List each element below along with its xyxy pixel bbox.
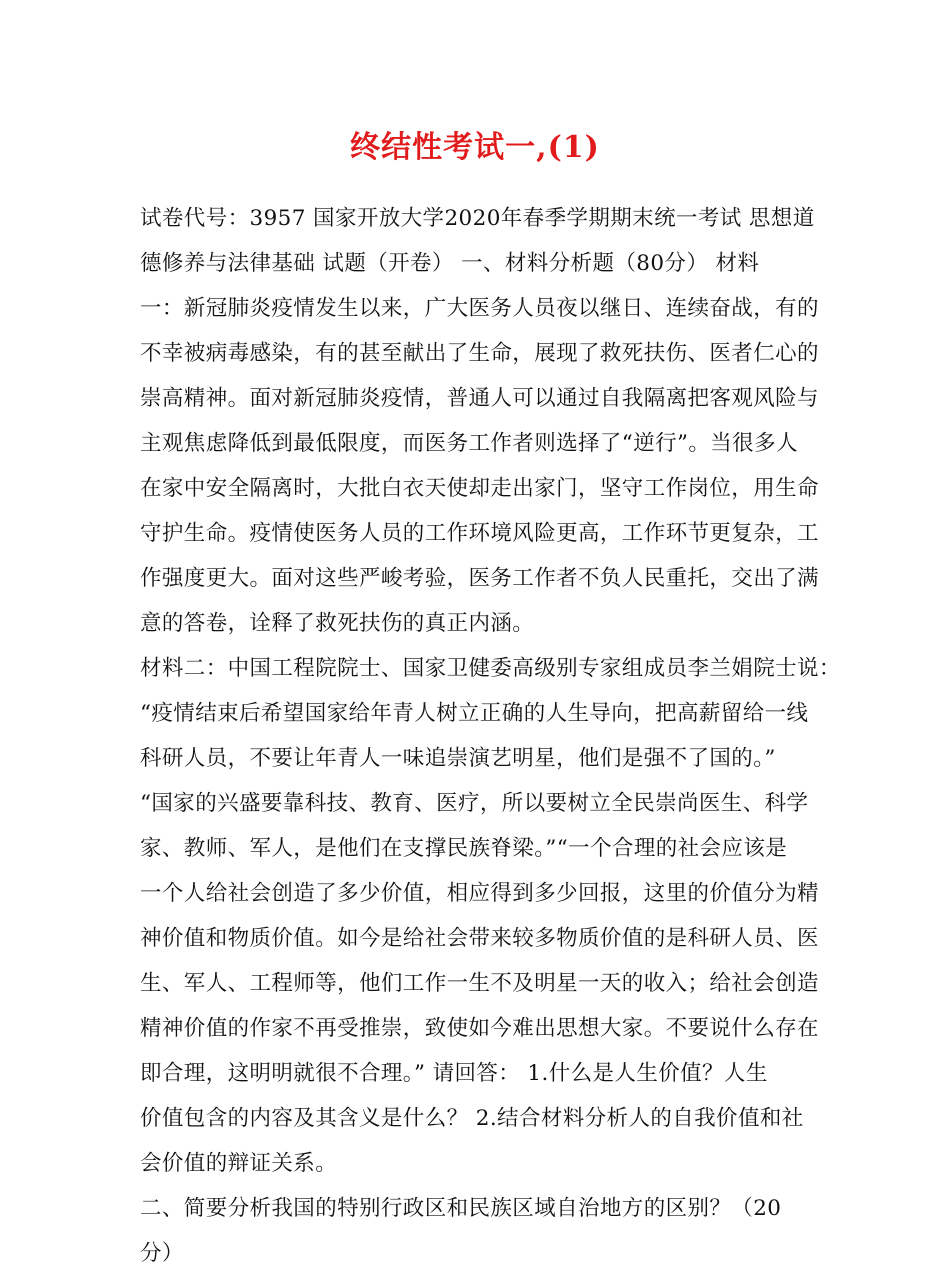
body-text-line: 意的答卷，诠释了救死扶伤的真正内涵。 <box>140 611 535 636</box>
body-text-line: 材料二：中国工程院院士、国家卫健委高级别专家组成员李兰娟院士说： <box>140 656 841 681</box>
body-text-line: 分） <box>140 1241 184 1266</box>
body-text-line: 守护生命。疫情使医务人员的工作环境风险更高，工作环节更复杂，工 <box>140 521 819 546</box>
body-text-line: 主观焦虑降低到最低限度，而医务工作者则选择了“逆行”。当很多人 <box>140 431 798 456</box>
body-text-line: 德修养与法律基础 试题（开卷） 一、材料分析题（80分） 材料 <box>140 251 760 276</box>
body-text-line: 精神价值的作家不再受推崇，致使如今难出思想大家。不要说什么存在 <box>140 1016 819 1041</box>
body-text-line: 会价值的辩证关系。 <box>140 1151 338 1176</box>
body-text-line: 神价值和物质价值。如今是给社会带来较多物质价值的是科研人员、医 <box>140 926 819 951</box>
body-text-line: 价值包含的内容及其含义是什么？ 2.结合材料分析人的自我价值和社 <box>140 1106 804 1131</box>
body-text-line: 生、军人、工程师等，他们工作一生不及明星一天的收入；给社会创造 <box>140 971 819 996</box>
body-text-line: 一个人给社会创造了多少价值，相应得到多少回报，这里的价值分为精 <box>140 881 819 906</box>
body-text-line: 在家中安全隔离时，大批白衣天使却走出家门，坚守工作岗位，用生命 <box>140 476 819 501</box>
body-text-line: 试卷代号：3957 国家开放大学2020年春季学期期末统一考试 思想道 <box>140 206 815 231</box>
body-text-line: 崇高精神。面对新冠肺炎疫情，普通人可以通过自我隔离把客观风险与 <box>140 386 819 411</box>
body-text-line: 家、教师、军人，是他们在支撑民族脊梁。”“一个合理的社会应该是 <box>140 836 788 861</box>
document-body <box>140 196 841 1276</box>
body-text-line: 一：新冠肺炎疫情发生以来，广大医务人员夜以继日、连续奋战，有的 <box>140 296 819 321</box>
body-text-line: 二、简要分析我国的特别行政区和民族区域自治地方的区别？（20 <box>140 1196 782 1221</box>
body-text-line: 即合理，这明明就很不合理。” 请回答： 1.什么是人生价值？人生 <box>140 1061 768 1086</box>
body-text-line: 作强度更大。面对这些严峻考验，医务工作者不负人民重托，交出了满 <box>140 566 819 591</box>
body-text-line: 不幸被病毒感染，有的甚至献出了生命，展现了救死扶伤、医者仁心的 <box>140 341 819 366</box>
document-title: 终结性考试一,(1) <box>350 130 600 165</box>
body-text-line: “国家的兴盛要靠科技、教育、医疗，所以要树立全民崇尚医生、科学 <box>140 791 809 816</box>
body-text-line: 科研人员，不要让年青人一味追崇演艺明星，他们是强不了国的。” <box>140 746 776 771</box>
body-text-line: “疫情结束后希望国家给年青人树立正确的人生导向，把高薪留给一线 <box>140 701 809 726</box>
